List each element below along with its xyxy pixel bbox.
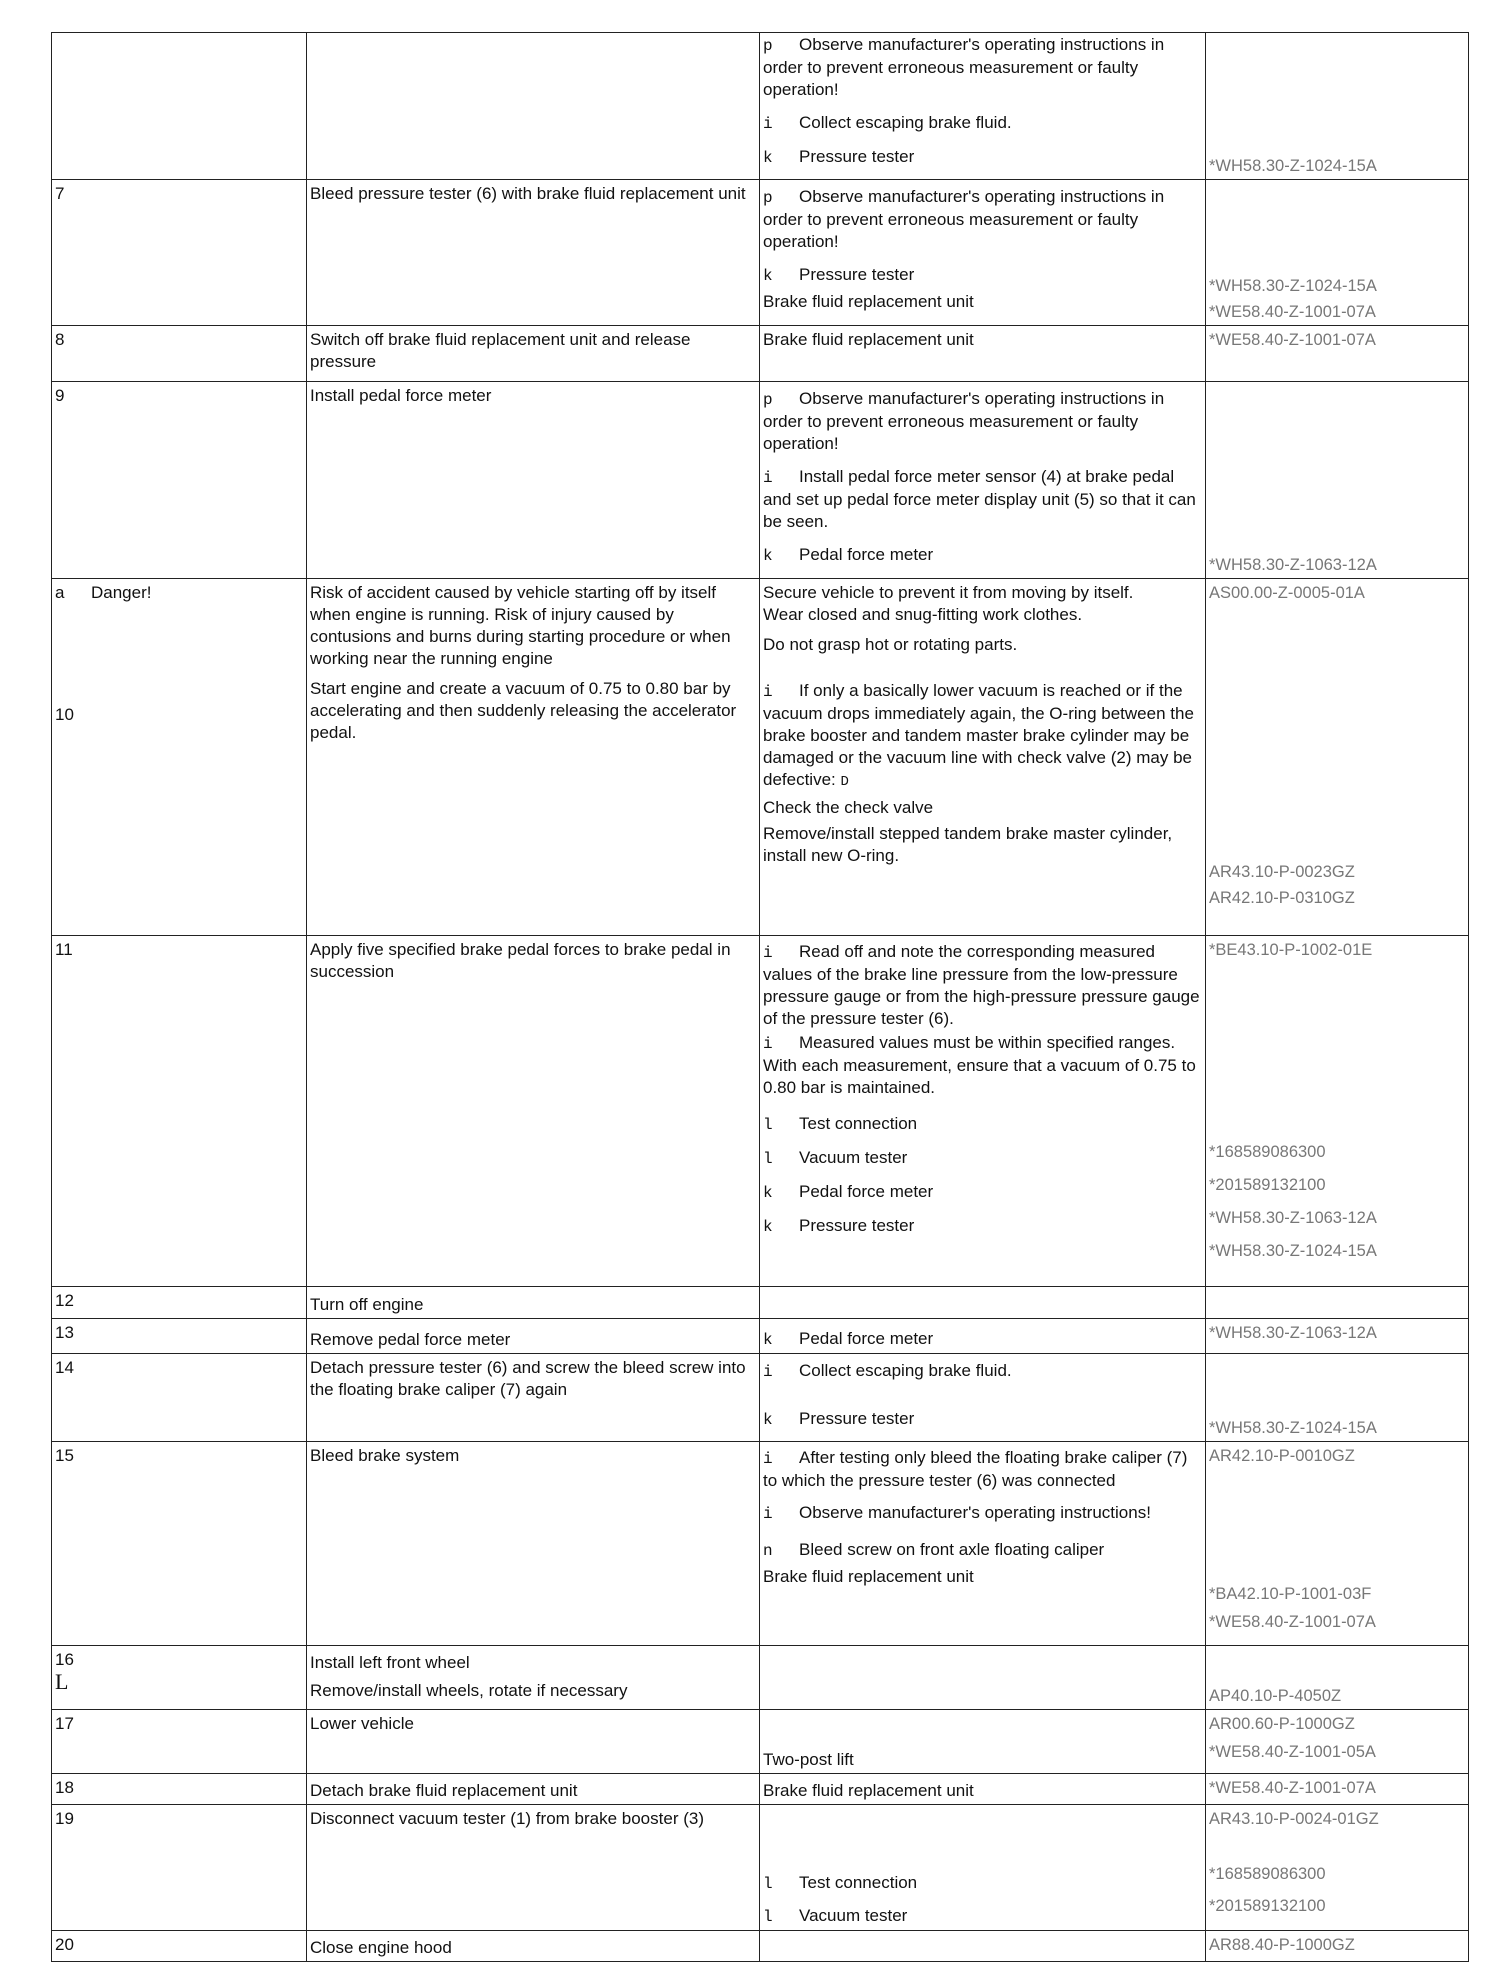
reference-link[interactable]: *WE58.40-Z-1001-07A [1209, 1613, 1376, 1631]
reference-link[interactable]: *WH58.30-Z-1024-15A [1209, 157, 1377, 175]
table-row [52, 936, 1469, 1287]
reference-link[interactable]: *BA42.10-P-1001-03F [1209, 1585, 1372, 1603]
action-cell [307, 579, 760, 936]
tool-tag: k [763, 1331, 773, 1349]
tool-name: Brake fluid replacement unit [763, 1567, 974, 1586]
reference-cell [1206, 1287, 1469, 1319]
tool-name: Brake fluid replacement unit [763, 292, 974, 311]
notes-cell [760, 382, 1206, 579]
notes-cell [760, 579, 1206, 936]
note-text: Collect escaping brake fluid. [799, 1361, 1012, 1380]
tool-tag: l [763, 1875, 773, 1893]
notes-cell [760, 1710, 1206, 1774]
danger-measure: Secure vehicle to prevent it from moving by itself. [763, 583, 1134, 602]
note-tag: i [763, 944, 773, 962]
reference-link[interactable]: AR43.10-P-0024-01GZ [1209, 1810, 1379, 1828]
tool-tag: l [763, 1908, 773, 1926]
action-cell: Remove pedal force meter [307, 1319, 760, 1354]
step-number-cell: 9 [52, 382, 307, 579]
reference-link[interactable]: *201589132100 [1209, 1176, 1326, 1194]
link-marker: L [55, 1669, 69, 1694]
note-text: Observe manufacturer's operating instructions in order to prevent erroneous measurement or faulty operation! [763, 389, 1165, 453]
action-cell: Bleed brake system [307, 1442, 760, 1646]
reference-cell [1206, 1774, 1469, 1805]
notes-cell [760, 1646, 1206, 1710]
step-number-cell: 15 [52, 1442, 307, 1646]
reference-link[interactable]: *WH58.30-Z-1024-15A [1209, 277, 1377, 295]
notes-cell [760, 180, 1206, 326]
reference-cell [1206, 1805, 1469, 1931]
reference-link[interactable]: *WE58.40-Z-1001-05A [1209, 1743, 1376, 1761]
step-number-cell [52, 579, 307, 936]
note-text: If only a basically lower vacuum is reached or if the vacuum drops immediately again, the O-ring between the brake booster and tandem master brake cylinder may be damaged or the vacuum line with check valve (2) may be defective: [763, 681, 1194, 789]
note-text: Observe manufacturer's operating instructions in order to prevent erroneous measurement or faulty operation! [763, 35, 1165, 99]
table-row [52, 1710, 1469, 1774]
reference-cell [1206, 1646, 1469, 1710]
reference-link[interactable]: *WH58.30-Z-1063-12A [1209, 1209, 1377, 1227]
notes-cell [760, 1805, 1206, 1931]
tool-name: Test connection [799, 1873, 918, 1892]
reference-link[interactable]: *201589132100 [1209, 1897, 1326, 1915]
table-row [52, 382, 1469, 579]
note-tag: i [763, 469, 773, 487]
reference-link[interactable]: AP40.10-P-4050Z [1209, 1687, 1342, 1705]
step-number-cell: 14 [52, 1354, 307, 1442]
reference-link[interactable]: *WH58.30-Z-1024-15A [1209, 1419, 1377, 1437]
table-row [52, 180, 1469, 326]
table-row [52, 579, 1469, 936]
note-tag: i [763, 1035, 773, 1053]
action-cell: Install pedal force meter [307, 382, 760, 579]
table-row [52, 1774, 1469, 1805]
action-cell: Lower vehicle [307, 1710, 760, 1774]
tool-name: Pressure tester [799, 265, 915, 284]
danger-risk-text: Risk of accident caused by vehicle starting off by itself when engine is running. Risk of injury caused by contusions and burns during starting procedure or when working near the running engine [310, 583, 731, 668]
tool-name: Pressure tester [799, 1409, 915, 1428]
reference-link[interactable]: *168589086300 [1209, 1865, 1326, 1883]
reference-link[interactable]: *WE58.40-Z-1001-07A [1209, 1779, 1376, 1797]
action-cell [307, 33, 760, 180]
step-number-cell: 13 [52, 1319, 307, 1354]
reference-cell [1206, 382, 1469, 579]
reference-cell [1206, 1319, 1469, 1354]
tool-name: Vacuum tester [799, 1906, 908, 1925]
notes-cell [760, 1442, 1206, 1646]
step-number-cell: 20 [52, 1931, 307, 1962]
table-row [52, 1805, 1469, 1931]
tool-name: Test connection [799, 1114, 918, 1133]
reference-link[interactable]: *WH58.30-Z-1063-12A [1209, 556, 1377, 574]
sub-action-text: Remove/install wheels, rotate if necessary [310, 1681, 628, 1700]
tool-name: Pressure tester [799, 147, 915, 166]
note-text: Collect escaping brake fluid. [799, 113, 1012, 132]
reference-link[interactable]: AR43.10-P-0023GZ [1209, 863, 1355, 881]
note-tag: p [763, 37, 773, 55]
notes-cell [760, 1931, 1206, 1962]
danger-label: a Danger! [55, 583, 152, 602]
note-text: Install pedal force meter sensor (4) at brake pedal and set up pedal force meter display unit (5) so that it can be seen. [763, 467, 1196, 531]
step-number-cell: 18 [52, 1774, 307, 1805]
step-number-cell [52, 33, 307, 180]
note-tag: p [763, 189, 773, 207]
step-number-cell: 19 [52, 1805, 307, 1931]
action-cell: Bleed pressure tester (6) with brake fluid replacement unit [307, 180, 760, 326]
tool-tag: k [763, 1218, 773, 1236]
note-tag: i [763, 115, 773, 133]
warning-icon: a [55, 583, 65, 602]
reference-cell [1206, 33, 1469, 180]
reference-link[interactable]: AR88.40-P-1000GZ [1209, 1936, 1355, 1954]
note-tag: i [763, 1450, 773, 1468]
reference-cell [1206, 1931, 1469, 1962]
action-cell: Switch off brake fluid replacement unit and release pressure [307, 326, 760, 382]
note-tag: i [763, 1505, 773, 1523]
action-cell: Detach pressure tester (6) and screw the bleed screw into the floating brake caliper (7) again [307, 1354, 760, 1442]
notes-cell [760, 33, 1206, 180]
reference-cell [1206, 1442, 1469, 1646]
step-number-cell: 8 [52, 326, 307, 382]
reference-link[interactable]: *WE58.40-Z-1001-07A [1209, 303, 1376, 321]
note-text: Observe manufacturer's operating instructions! [799, 1503, 1151, 1522]
notes-cell [760, 1287, 1206, 1319]
table-row [52, 33, 1469, 180]
note-tag: i [763, 683, 773, 701]
table-row [52, 1931, 1469, 1962]
note-tag: i [763, 1363, 773, 1381]
reference-link[interactable]: AS00.00-Z-0005-01A [1209, 584, 1365, 602]
table-row [52, 326, 1469, 382]
reference-link[interactable]: *168589086300 [1209, 1143, 1326, 1161]
tool-tag: k [763, 149, 773, 167]
tool-name: Vacuum tester [799, 1148, 908, 1167]
notes-cell [760, 1354, 1206, 1442]
reference-cell [1206, 180, 1469, 326]
step-number-cell: 11 [52, 936, 307, 1287]
tool-name: Pedal force meter [799, 1329, 934, 1348]
note-text: After testing only bleed the floating brake caliper (7) to which the pressure tester (6) was connected [763, 1448, 1188, 1490]
action-cell: Disconnect vacuum tester (1) from brake booster (3) [307, 1805, 760, 1931]
procedure-table [51, 32, 1469, 1962]
action-text: Install left front wheel [310, 1653, 470, 1672]
tool-name: Two-post lift [763, 1750, 854, 1769]
step-number-cell: 7 [52, 180, 307, 326]
reference-link[interactable]: AR00.60-P-1000GZ [1209, 1715, 1355, 1733]
action-cell: Close engine hood [307, 1931, 760, 1962]
reference-cell [1206, 579, 1469, 936]
reference-link[interactable]: *WH58.30-Z-1063-12A [1209, 1324, 1377, 1342]
step-number: 10 [55, 705, 74, 724]
table-row [52, 1442, 1469, 1646]
tool-name: Pedal force meter [799, 545, 934, 564]
tool-tag: l [763, 1150, 773, 1168]
reference-link[interactable]: *BE43.10-P-1002-01E [1209, 941, 1373, 959]
reference-cell [1206, 936, 1469, 1287]
tool-tag: l [763, 1116, 773, 1134]
step-number-cell: 17 [52, 1710, 307, 1774]
notes-cell: Brake fluid replacement unit [760, 326, 1206, 382]
action-cell: Detach brake fluid replacement unit [307, 1774, 760, 1805]
note-text: Read off and note the corresponding measured values of the brake line pressure from the low-pressure pressure gauge or from the high-pressure pressure gauge of the pressure tester (6). [763, 942, 1200, 1028]
note-tag: p [763, 391, 773, 409]
table-row [52, 1354, 1469, 1442]
table-row [52, 1319, 1469, 1354]
notes-cell: Brake fluid replacement unit [760, 1774, 1206, 1805]
reference-link[interactable]: *WE58.40-Z-1001-07A [1209, 331, 1376, 349]
note-end-marker: D [840, 774, 849, 790]
step-number-cell [52, 1646, 307, 1710]
step-number-cell: 12 [52, 1287, 307, 1319]
tool-name: Pedal force meter [799, 1182, 934, 1201]
tool-tag: k [763, 267, 773, 285]
danger-measure: Do not grasp hot or rotating parts. [763, 635, 1018, 654]
check-instruction: Check the check valve [763, 798, 934, 817]
danger-measure: Wear closed and snug-fitting work clothes. [763, 605, 1083, 624]
remove-instruction: Remove/install stepped tandem brake master cylinder, install new O-ring. [763, 824, 1173, 865]
reference-link[interactable]: *WH58.30-Z-1024-15A [1209, 1242, 1377, 1260]
action-cell: Apply five specified brake pedal forces to brake pedal in succession [307, 936, 760, 1287]
action-cell [307, 1646, 760, 1710]
table-row [52, 1287, 1469, 1319]
tool-tag: n [763, 1542, 773, 1560]
note-text: Observe manufacturer's operating instructions in order to prevent erroneous measurement or faulty operation! [763, 187, 1165, 251]
reference-cell [1206, 1710, 1469, 1774]
reference-cell [1206, 326, 1469, 382]
notes-cell [760, 1319, 1206, 1354]
table-row [52, 1646, 1469, 1710]
tool-tag: k [763, 1184, 773, 1202]
step-number: 16 [55, 1650, 74, 1669]
tool-name: Pressure tester [799, 1216, 915, 1235]
note-text: Measured values must be within specified ranges. With each measurement, ensure that a vacuum of 0.75 to 0.80 bar is maintained. [763, 1033, 1196, 1097]
tool-tag: k [763, 547, 773, 565]
tool-name: Bleed screw on front axle floating caliper [799, 1540, 1105, 1559]
tool-tag: k [763, 1411, 773, 1429]
reference-link[interactable]: AR42.10-P-0010GZ [1209, 1447, 1355, 1465]
action-cell: Turn off engine [307, 1287, 760, 1319]
notes-cell [760, 936, 1206, 1287]
reference-cell [1206, 1354, 1469, 1442]
action-text: Start engine and create a vacuum of 0.75 to 0.80 bar by accelerating and then suddenly releasing the accelerator pedal. [310, 679, 737, 742]
reference-link[interactable]: AR42.10-P-0310GZ [1209, 889, 1355, 907]
